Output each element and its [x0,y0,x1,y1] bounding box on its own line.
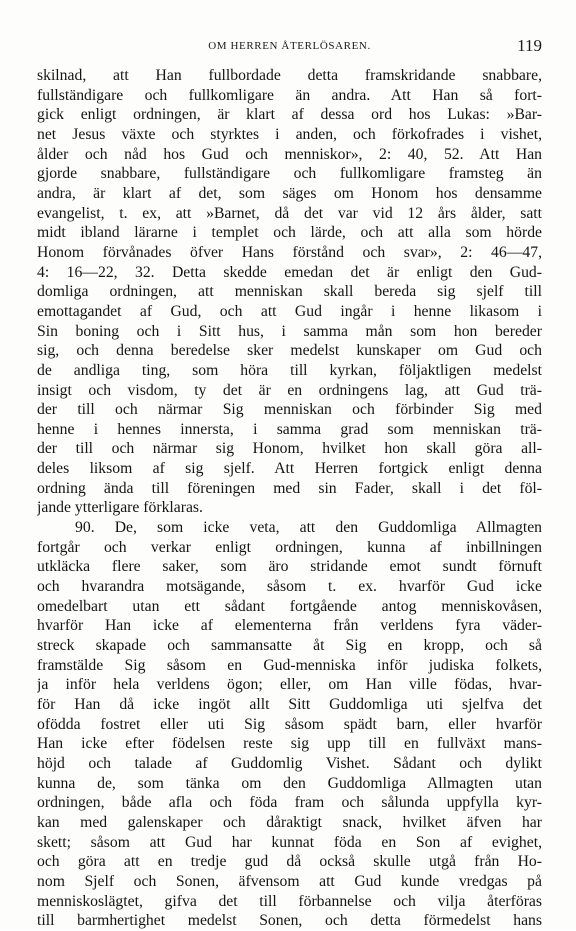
text-line: evangelist, t. ex, att »Barnet, då det var vid 12 års ålder, satt [37,204,542,222]
text-line: fullständigare och fullkomligare än andra. Att Han så fort- [37,86,542,104]
text-line: emottagandet af Gud, och att Gud ingår i henne likasom i [37,302,542,320]
text-line: der till och närmar sig Honom, hvilket hon skall göra all- [37,440,542,458]
body-text [37,66,542,931]
text-line: ålder och nåd hos Gud och menniskor», 2: 40, 52. Att Han [37,145,542,163]
text-line: ja inför hela verldens ögon; eller, om Han ville födas, hvar- [37,676,542,694]
text-line: Han icke efter födelsen reste sig upp till en fullväxt mans- [37,735,542,753]
text-line: och hvarandra motsägande, såsom t. ex. hvarför Gud icke [37,578,542,596]
text-line: och göra att en tredje gud då också skulle utgå från Ho- [37,853,542,871]
text-line: insigt och visdom, ty det är en ordningens lag, att Gud trä- [37,381,542,399]
text-line: hvarför Han icke af elementerna från verldens fyra väder- [37,617,542,635]
text-line: gjorde snabbare, fullständigare och fullkomligare framsteg än [37,165,542,183]
text-line: streck skapade och sammansatte åt Sig en kropp, och så [37,637,542,655]
text-line: domliga ordningen, att menniskan skall bereda sig sjelf till [37,283,542,301]
text-line: framstälde Sig såsom en Gud-menniska inför judiska folkets, [37,656,542,674]
text-line: gick enligt ordningen, är klart af dessa ord hos Lukas: »Bar- [37,106,542,124]
text-line: midt ibland lärarne i templet och lärde, och att alla som hörde [37,224,542,242]
text-line: kan med galenskaper och dåraktigt snack, hvilket äfven har [37,813,542,831]
text-line: der till och närmar Sig menniskan och förbinder Sig med [37,401,542,419]
text-line: andra, är klart af det, som säges om Honom hos densamme [37,184,542,202]
page-header [37,36,542,58]
text-line: de andliga ting, som höra till kyrkan, följaktligen medelst [37,361,542,379]
text-line: henne i hennes innersta, i samma grad som menniskan trä- [37,420,542,438]
text-line: ofödda fostret eller uti Sig såsom spädt barn, eller hvarför [37,715,542,733]
page-number: 119 [517,36,542,55]
text-line: höjd och talade af Guddomlig Vishet. Sådant och dylikt [37,754,542,772]
text-line: sig, och denna beredelse sker medelst kunskaper om Gud och [37,342,542,360]
text-line: ordning ända till föreningen med sin Fader, skall i det föl- [37,479,542,497]
text-line: menniskoslägtet, gifva det till förbannelse och vilja återföras [37,892,542,910]
text-line: deles liksom af sig sjelf. Att Herren fortgick enligt denna [37,460,542,478]
text-line: nom Sjelf och Sonen, äfvensom att Gud kunde vredgas på [37,872,542,890]
text-line: net Jesus växte och styrktes i anden, och förkofrades i vishet, [37,125,542,143]
text-line: Sin boning och i Sitt hus, i samma mån som hon bereder [37,322,542,340]
text-line: 4: 16—22, 32. Detta skedde emedan det är enligt den Gud- [37,263,542,281]
text-line: omedelbart utan ett sådant fortgående antog menniskovåsen, [37,597,542,615]
text-line: för Han då icke ingöt allt Sitt Guddomliga uti sjelfva det [37,696,542,713]
text-line: kunna de, som tänka om den Guddomliga Allmagten utan [37,774,542,792]
text-line: 90. De, som icke veta, att den Guddomliga Allmagten [75,519,542,537]
text-line: skilnad, att Han fullbordade detta framskridande snabbare, [37,67,542,84]
text-line: jande ytterligare förklaras. [37,499,203,517]
running-head: OM HERREN ÅTERLÖSAREN. [208,40,371,52]
text-line: ordningen, både afla och föda fram och sålunda uppfylla kyr- [37,794,542,812]
text-line: utkläcka flere saker, som äro stridande emot sundt förnuft [37,558,542,576]
text-line: till barmhertighet medelst Sonen, och detta förmedelst hans [37,912,542,930]
text-line: fortgår och verkar enligt ordningen, kunna af inbillningen [37,538,542,556]
text-line: skett; såsom att Gud har kunnat föda en Son af evighet, [37,833,542,851]
text-line: Honom förvånades öfver Hans förstånd och svar», 2: 46—47, [37,243,542,261]
